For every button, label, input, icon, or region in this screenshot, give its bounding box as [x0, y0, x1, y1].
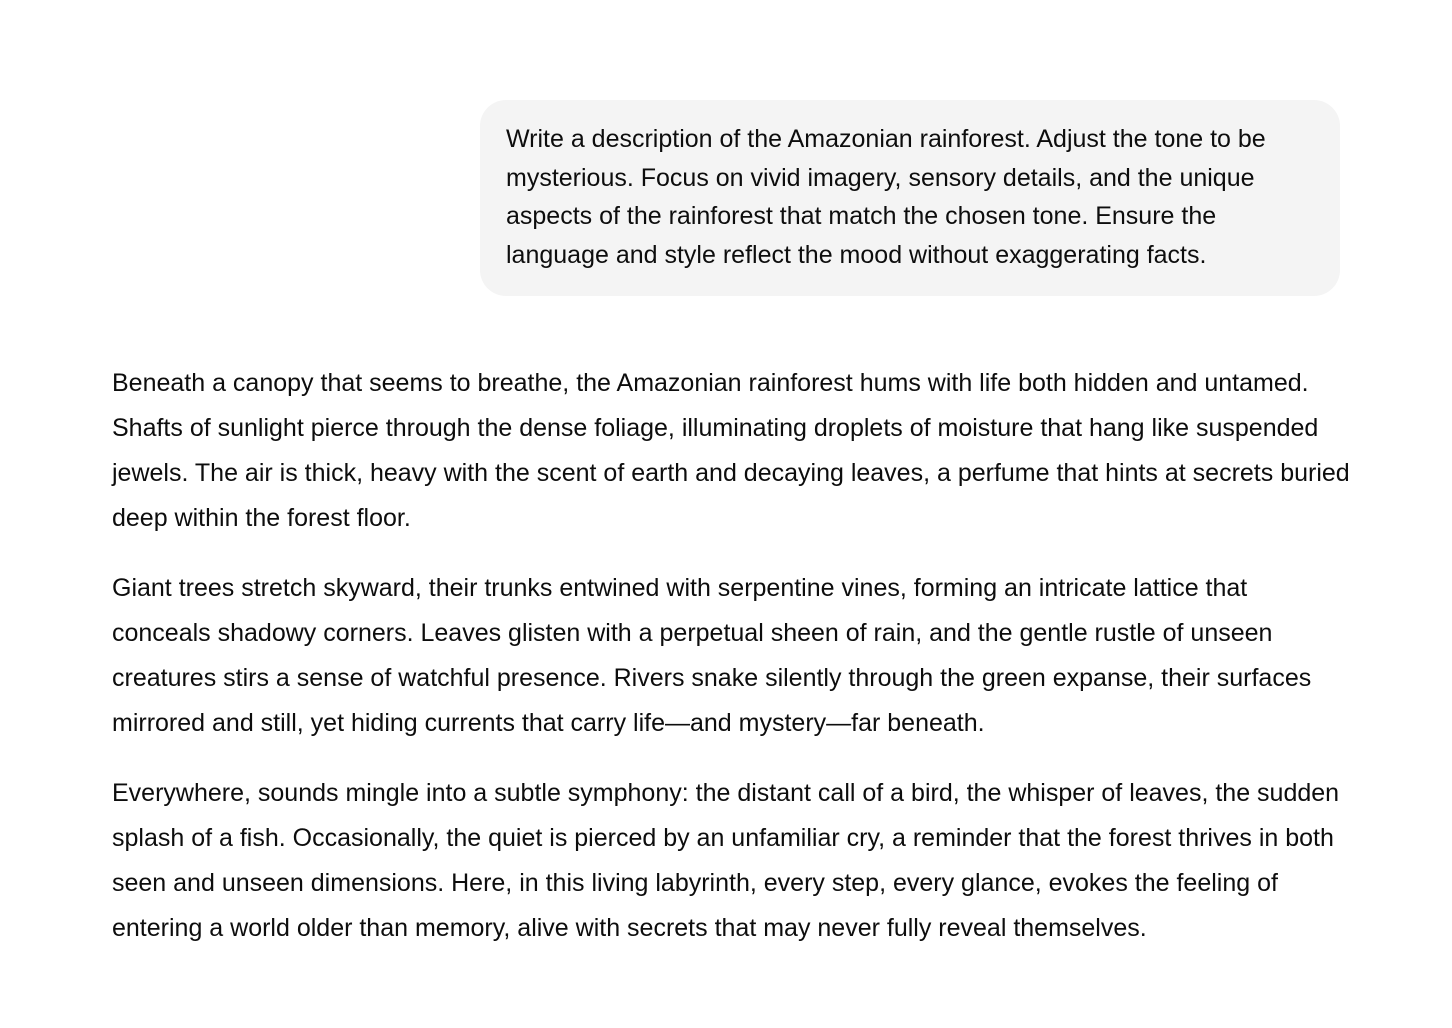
- assistant-message: [112, 361, 1352, 976]
- assistant-paragraph-1: Beneath a canopy that seems to breathe, the Amazonian rainforest hums with life both hidden and untamed. Shafts of sunlight pierce through the dense foliage, illuminating droplets of moisture that hang like suspended jewels. The air is thick, heavy with the scent of earth and decaying leaves, a perfume that hints at secrets buried deep within the forest floor.: [112, 369, 1350, 532]
- assistant-paragraph-2: Giant trees stretch skyward, their trunks entwined with serpentine vines, forming an intricate lattice that conceals shadowy corners. Leaves glisten with a perpetual sheen of rain, and the gentle rustle of unseen creatures stirs a sense of watchful presence. Rivers snake silently through the green expanse, their surfaces mirrored and still, yet hiding currents that carry life—and mystery—far beneath.: [112, 574, 1312, 737]
- user-message-text: Write a description of the Amazonian rainforest. Adjust the tone to be mysterious. Focus on vivid imagery, sensory details, and the unique aspects of the rainforest that match the chosen tone. Ensure the language and style reflect the mood without exaggerating facts.: [506, 125, 1266, 269]
- user-message-bubble: [480, 100, 1340, 296]
- assistant-paragraph-3: Everywhere, sounds mingle into a subtle symphony: the distant call of a bird, the whisper of leaves, the sudden splash of a fish. Occasionally, the quiet is pierced by an unfamiliar cry, a reminder that the forest thrives in both seen and unseen dimensions. Here, in this living labyrinth, every step, every glance, evokes the feeling of entering a world older than memory, alive with secrets that may never fully reveal themselves.: [112, 779, 1340, 942]
